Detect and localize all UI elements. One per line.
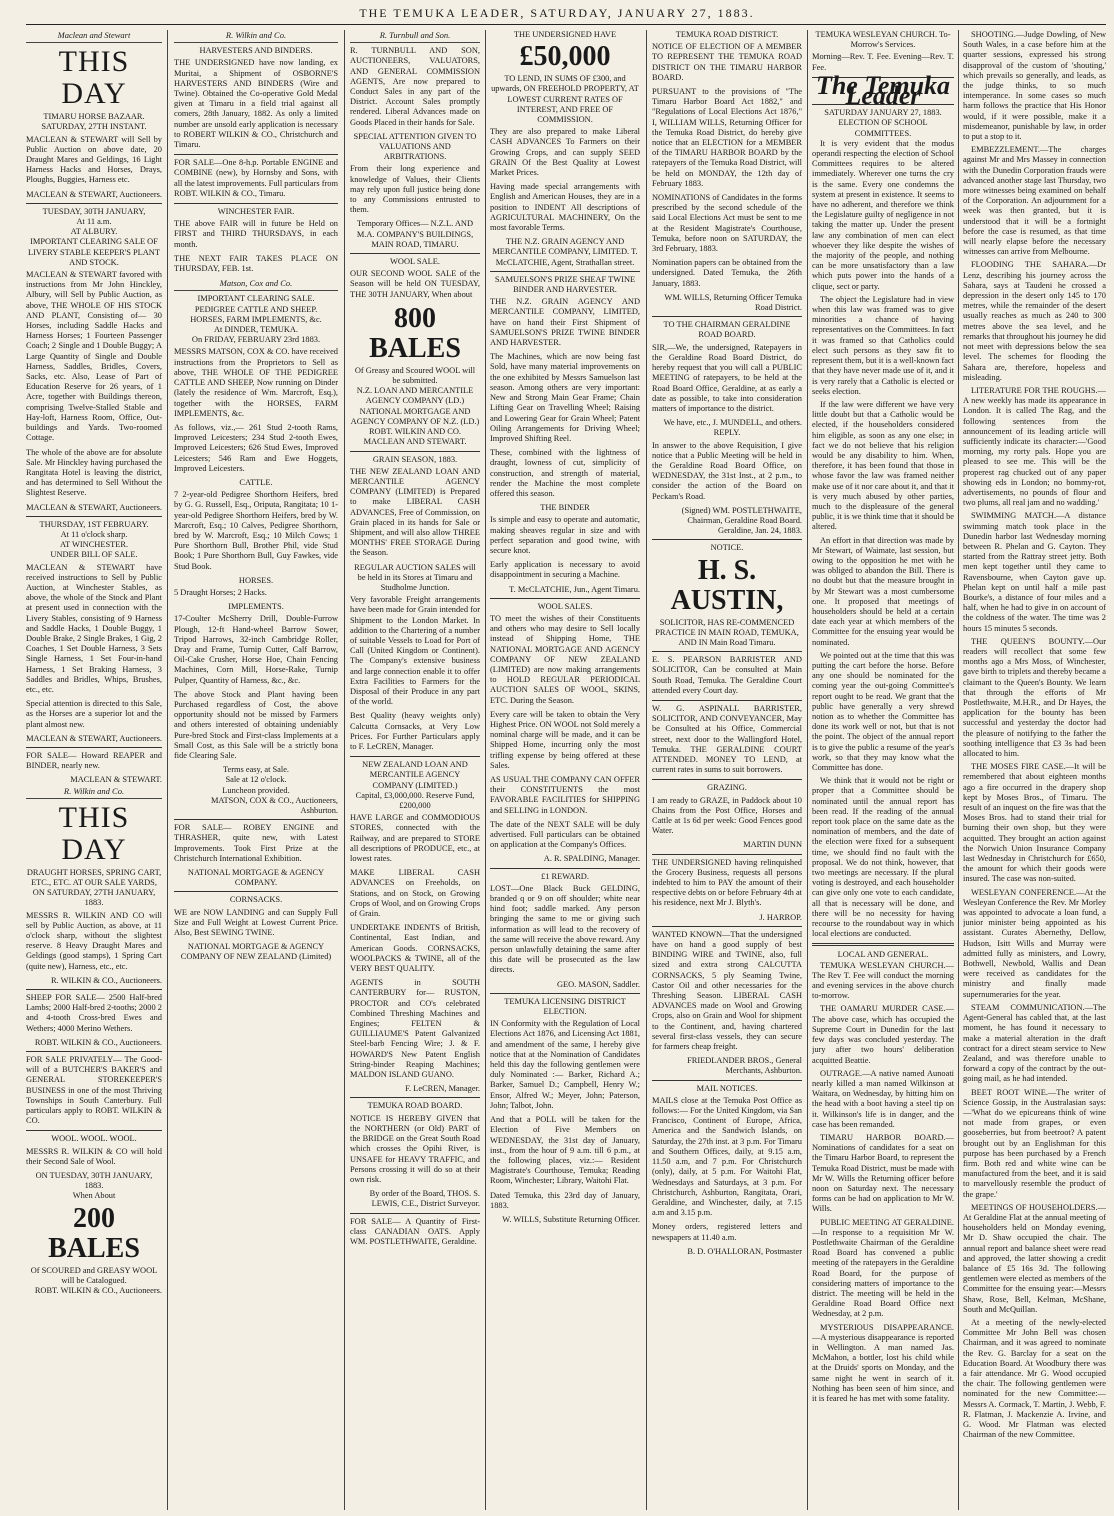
- centered-line: NATIONAL MORTGAGE AND AGENCY COMPANY OF N.Z. (LD.): [350, 406, 480, 426]
- centered-line: Sale at 12 o'clock.: [225, 775, 287, 785]
- advertisement-text: MESSRS R. WILKIN & CO will hold their Second Sale of Wool.: [26, 1146, 162, 1166]
- advertisement-text: They are also prepared to make Liberal CASH ADVANCES To Farmers on their Growing Crops, and can supply SEED GRAIN Of the Best Quality at Lowest Market Prices.: [490, 127, 640, 178]
- centered-line: CORNSACKS.: [229, 895, 283, 905]
- rule: [350, 756, 480, 757]
- article-paragraph: BEET ROOT WINE.—The writer of Science Gossip, in the Australasian says:—'What do we epicureans think of wine not made from grapes, or even gooseberries, but from beetroot? A patent brought out by an Englishman for this purpose has been purchased by a French firm. Both red and white wine can be manufactured from the beet, and it is said to marvellously resemble the product of the grape.': [963, 1087, 1106, 1199]
- column-divider: [167, 30, 168, 1510]
- signature-line: ROBT. WILKIN & CO., Auctioneers.: [34, 1286, 162, 1296]
- rule: [26, 989, 162, 990]
- advertisement-text: MAILS close at the Temuka Post Office as follows:— For the United Kingdom, via San Francisco, Continent of Europe, Africa, America and the Sandwich Islands, on Saturday, the 27th inst. at 3 p.m. For Timaru and Southern Offices, daily, at 9.15 a.m, 11.50 a.m, and 7 p.m. For Christchurch (only), daily, at 5 p.m. For Waitohi Flat, Wednesdays and Saturdays, at 3 p.m. For Christchurch, Ashburton, Rangitata, Orari, Geraldine, and Winchester, daily, at 7.15 a.m and 3.15 p.m.: [652, 1095, 802, 1218]
- centered-line: TEMUKA WESLEYAN CHURCH. To-Morrow's Services.: [815, 30, 951, 50]
- centered-line: TUESDAY, 30TH JANUARY,: [42, 206, 146, 216]
- signature-line: J. HARROP.: [759, 912, 802, 922]
- advertisement-text: Early application is necessary to avoid disappointment in securing a Machine.: [490, 560, 640, 580]
- centered-line: WOOL SALES.: [537, 601, 593, 611]
- signature-line: MACLEAN & STEWART, Auctioneers.: [26, 733, 162, 743]
- centered-line: SAMUELSON'S PRIZE SHEAF TWINE BINDER AND HARVESTER.: [494, 274, 636, 295]
- advertisement-text: MESSRS R. WILKIN AND CO will sell by Public Auction, as above, at 11 o'clock sharp, without the slightest reserve. 8 Heavy Draught Mares and Geldings (good stamps), 1 Spring Cart (quite new), Harness, etc., etc.: [26, 910, 162, 971]
- centered-line: NATIONAL MORTGAGE & AGENCY COMPANY OF NEW ZEALAND (Limited): [180, 942, 332, 962]
- rule: [350, 451, 480, 452]
- advertisement-text: These, combined with the lightness of draught, lowness of cut, simplicity of construction, and strength of material, render the Machine the most complete offered this season.: [490, 448, 640, 498]
- advertisement-text: MACLEAN & STEWART have received instructions to Sell by Public Auction, at Winchester Stables, as above, the whole of the Stock and Plant at present used in connection with the Livery Stables, consisting of 9 Harness and Saddle Hacks, 1 Double Buggy, 1 Double Brake, 2 Single Brakes, 1 Gig, 2 Coaches, 1 Set Double Harness, 3 Sets Single Harness, 1 Set Four-in-hand Harness, 1 Set Braking Harness, 3 Saddles and Bridles, Whips, Brushes, etc., etc.: [26, 562, 162, 694]
- signature-line: F. LeCREN, Manager.: [405, 1084, 480, 1094]
- rule: [174, 819, 338, 820]
- rule: [26, 1051, 162, 1052]
- advertisement-text: Every care will be taken to obtain the Very Highest Price. ON WOOL not Sold merely a nominal charge will be made, and it can be Shipped Home, incurring only the most trifling expense by being offered at these Sales.: [490, 709, 640, 770]
- centered-line: IMPORTANT CLEARING SALE.: [197, 294, 315, 304]
- centered-line: UNDER BILL OF SALE.: [50, 550, 138, 560]
- centered-line: On FRIDAY, FEBRUARY 23rd 1883.: [191, 335, 321, 345]
- advertisement-text: The date of the NEXT SALE will be duly advertised. Full particulars can be obtained on application at the Company's Offices.: [490, 819, 640, 850]
- column-7: [963, 30, 1106, 1510]
- signature-line: W. WILLS, Substitute Returning Officer.: [502, 1214, 640, 1224]
- article-paragraph: It is very evident that the modus operandi respecting the election of School Committees requires to be altered immediately. Wherever one turns the cry is the same. Every one condemns the system at present in existence. It seems to have no adherent, and therefore we think the Legislature guilty of negligence in not taking the matter up. Under the present law any combination of men can elect whoever they like despite the wishes of the majority of the people, and nothing can be more unsatisfactory than a law which puts power into the hands of a clique, sect or party.: [812, 138, 954, 291]
- centered-line: MACLEAN AND STEWART.: [363, 437, 467, 447]
- centered-line: HARVESTERS AND BINDERS.: [199, 46, 313, 56]
- centered-line: IMPLEMENTS.: [228, 602, 284, 612]
- advertisement-text: 7 2-year-old Pedigree Shorthorn Heifers, bred by G. G. Russell, Esq., Oriputa, Rangitata; 10 1-year-old Pedigree Shorthorn Heifers, bred by W. Marcroft, Esq.; 10 Calves, Pedigree Shorthorn, bred by W. Marcroft, Esq.; 10 Milch Cows; 1 Pure Shorthorn Bull, Brother Phil, vide Stud Book; 1 Pure Shorthorn Bull, Guy Fawkes, vide Stud Book.: [174, 490, 338, 571]
- centered-line: SATURDAY, 27TH INSTANT.: [41, 122, 147, 132]
- article-paragraph: LITERATURE FOR THE ROUGHS.—A new weekly has made its appearance in London. It is called The Rag, and the following sentences from the announcement of its leading article will sufficiently indicate its character:—'Good morning, my rorty pals. Hope you are pleased to see me. This will be the properest rag chucked out of any paper showing eds in London; no bommy-rot, advertisements, no pounds of flour and two plums, all real jam and no wadding.': [963, 385, 1106, 508]
- centered-line: DRAUGHT HORSES, SPRING CART, ETC., ETC. AT OUR SALE YARDS, ON SATURDAY, 27TH JANUARY, 1883.: [26, 867, 162, 908]
- rule: [490, 271, 640, 272]
- rule: [652, 316, 802, 317]
- section-header: Maclean and Stewart: [26, 30, 162, 43]
- centered-line: THURSDAY, 1ST FEBRUARY.: [39, 519, 149, 529]
- centered-line: ROBT. WILKIN AND CO.: [368, 427, 462, 437]
- article-paragraph: MYSTERIOUS DISAPPEARANCE.—A mysterious disappearance is reported in Wellington. A man named Jas. McMahon, a bottler, lost his child while at the Druids' sports on Monday, and the same night he went in search of it. Nothing has been seen of him since, and it is feared he has met with some fatality.: [812, 1322, 954, 1403]
- advertisement-text: FOR SALE PRIVATELY— The Good-will of a BUTCHER'S BAKER'S and GENERAL STOREKEEPER'S BUSINESS in one of the most Thriving Townships in South Canterbury. Full particulars apply to ROBT. WILKIN & CO.: [26, 1055, 162, 1126]
- newspaper-title: The Temuka Leader: [812, 77, 954, 105]
- column-divider: [344, 30, 345, 1510]
- advertisement-text: FOR SALE— Howard REAPER and BINDER, nearly new.: [26, 750, 162, 771]
- centered-line: SOLICITOR, HAS RE-COMMENCED PRACTICE IN MAIN ROAD, TEMUKA, AND IN Main Road Timaru.: [655, 617, 799, 647]
- advertisement-text: THE NEW ZEALAND LOAN AND MERCANTILE AGENCY COMPANY (LIMITED) is Prepared to make LIBERAL CASH ADVANCES, Free of Commission, on Grain placed in its hands for Sale or Shipment, and will also allow THREE MONTHS' FREE STORAGE During the Season.: [350, 466, 480, 558]
- advertisement-text: I am ready to GRAZE, in Paddock about 10 Chains from the Post Office, Horses and Cattle at 1s 6d per week: Good Fences good Water.: [652, 795, 802, 836]
- centered-line: N.Z. LOAN AND MERCANTILE AGENCY COMPANY (LD.): [356, 386, 474, 406]
- rule: [350, 1097, 480, 1098]
- article-paragraph: EMBEZZLEMENT.—The charges against Mr and Mrs Massey in connection with the Dunedin Corporation frauds were advanced another stage last Thursday, two more witnesses being examined on behalf of the Corporation. An adjournment for a week was then granted, but it is understood that it will be a fortnight before the case is resumed, as that time will nearly elapse before the necessary witnesses can arrive from Melbourne.: [963, 145, 1106, 257]
- signature-line: A. R. SPALDING, Manager.: [543, 854, 640, 864]
- display-heading: £50,000: [519, 41, 611, 73]
- centered-line: SATURDAY JANUARY 27, 1883.: [824, 108, 942, 118]
- centered-line: WINCHESTER FAIR.: [217, 207, 295, 217]
- centered-line: TIMARU HORSE BAZAAR.: [43, 112, 145, 122]
- advertisement-text: AS USUAL THE COMPANY CAN OFFER their CONSTITUENTS the most FAVORABLE FACILITIES for SHIPPING and SELLING in LONDON.: [490, 775, 640, 815]
- article-paragraph: SWIMMING MATCH.—A distance swimming match took place in the Dunedin harbor last Wednesday morning between R. Phelan and G. Cayton. They started from the Rattray street jetty. Both men kept together until they came to Ravensbourne, when Cayton gave up. Phelan kept on until half a mile past Bourke's, a distance of four miles and a half, when he had to give in on account of the coldness of the water. The time was 2 hours 15 minutes 5 seconds.: [963, 511, 1106, 633]
- advertisement-text: MESSRS MATSON, COX & CO. have received instructions from the Proprietors to Sell as above, THE WHOLE OF THE PEDIGREE CATTLE AND SHEEP, Now running on Dinder (lately the residence of Wm. Marcroft, Esq.), together with the HORSES, FARM IMPLEMENTS, &c.: [174, 347, 338, 418]
- signature-line: MACLEAN & STEWART.: [70, 775, 162, 785]
- advertisement-text: SIR,—We, the undersigned, Ratepayers in the Geraldine Road Board District, do hereby request that you will call a PUBLIC MEETING of ratepayers, to be held at the Road Board Office, Geraldine, at as early a date as possible, to take into consideration matters of importance to the district.: [652, 342, 802, 413]
- advertisement-text: Morning—Rev. T. Fee. Evening—Rev. T. Fee.: [812, 52, 954, 72]
- article-paragraph: PUBLIC MEETING AT GERALDINE.—In response to a requisition Mr W. Postlethwaite Chairman of the Geraldine Road Board has convened a public meeting of the ratepayers in the Geraldine Road Board, for the purpose of considering matters of importance to the district. The meeting will be held in the Geraldine Road Board Office next Wednesday, at 2 p.m.: [812, 1217, 954, 1319]
- centered-line: When About: [72, 1191, 116, 1201]
- centered-line: Terms easy, at Sale.: [222, 765, 290, 775]
- advertisement-text: And that a POLL will be taken for the Election of Five Members on WEDNESDAY, the 31st day of January, inst., from the hour of 9 a.m. till 6 p.m., at the following places, viz.:— Resident Magistrate's Courthouse, Temuka; Reading Room, Winchester; Library, Waitohi Flat.: [490, 1115, 640, 1186]
- advertisement-text: SHEEP FOR SALE— 2500 Half-bred Lambs; 2000 Half-bred 2-tooths; 2000 2 and 4-tooth Cross-bred Ewes and Wethers; 4000 Merino Wethers.: [26, 993, 162, 1033]
- rule: [26, 747, 162, 748]
- advertisement-text: From their long experience and knowledge of Values, their Clients may rely upon full justice being done to any Commissions entrusted to them.: [350, 164, 480, 215]
- advertisement-text: W. G. ASPINALL BARRISTER, SOLICITOR, AND CONVEYANCER, May be Consulted at his Office, Commercial street, next door to the Wallingford Hotel, Temuka. THE GERALDINE COURT ATTENDED. MONEY TO LEND, at current rates in sums to suit borrowers.: [652, 703, 802, 775]
- rule: [174, 203, 338, 204]
- section-header: R. Wilkin and Co.: [26, 786, 162, 799]
- advertisement-text: THE UNDERSIGNED have now landing, ex Muritai, a Shipment of OSBORNE'S HARVESTERS AND BINDERS (Wire and Twine). Obtained the Co-operative Gold Medal given at Timaru in a field trial against all comers, 28th January, 1882. As only a limited number are unsold early application is necessary to ROBERT WILKIN & CO., Christchurch and Timaru.: [174, 58, 338, 150]
- article-paragraph: THE OAMARU MURDER CASE.—The above case, which has occupied the Supreme Court in Dunedin for the last few days was concluded yesterday. The jury after two hours' deliberation acquitted Beattie.: [812, 1004, 954, 1065]
- centered-line: IMPORTANT CLEARING SALE OF LIVERY STABLE KEEPER'S PLANT AND STOCK.: [28, 237, 160, 267]
- signature-line: MACLEAN & STEWART, Auctioneers.: [26, 189, 162, 199]
- advertisement-text: FOR SALE— A Quantity of First-class CANADIAN OATS. Apply WM. POSTLETHWAITE, Geraldine.: [350, 1216, 480, 1246]
- centered-line: GRAZING.: [707, 783, 747, 793]
- centered-line: WOOL SALE.: [390, 257, 440, 267]
- rule: [350, 253, 480, 254]
- advertisement-text: FOR SALE— ROBEY ENGINE and THRASHER, quite new, with Latest Improvements. Took First Prize at the Christchurch International Exhibition.: [174, 823, 338, 863]
- centered-line: TEMUKA LICENSING DISTRICT ELECTION.: [504, 996, 626, 1017]
- centered-line: REPLY.: [713, 428, 741, 438]
- centered-line: Of SCOURED and GREASY WOOL will be Catalogued.: [30, 1265, 158, 1285]
- signature-line: MACLEAN & STEWART, Auctioneers.: [26, 502, 162, 512]
- article-paragraph: We think that it would not be right or proper that a Committee should be nominated until the annual report has been read. If the reading of the annual report took place on the same date as the nomination of members, and the date of the election were fixed for a subsequent time, we should find no fault with the proposal. We do not think, however, that two meetings are necessary. If the plural voting is destroyed, and each householder can give only one vote to each candidate, all that is necessary will be done, and there will be no necessity for having recourse to the roundabout way in which local elections are conducted.: [812, 776, 954, 939]
- article-paragraph: MEETINGS OF HOUSEHOLDERS.—At Geraldine Flat at the annual meeting of householders held on Monday evening, Mr D. Shaw occupied the chair. The annual report and balance sheet were read and approved, the latter showing a credit balance of £5 16s 3d. The following gentlemen were elected as members of the Committee for the ensuing year:—Messrs Shaw, Rose, Bell, Kelman, McShane, South and McQuillan.: [963, 1202, 1106, 1314]
- advertisement-text: HAVE LARGE and COMMODIOUS STORES, connected with the Railway, and are prepared to STORE all descriptions of PRODUCE, etc., at lowest rates.: [350, 813, 480, 864]
- article-paragraph: TIMARU HARBOR BOARD.—Nominations of candidates for a seat on the Timaru Harbor Board, to represent the Temuka Road District, must be made with Mr W. Wills the Returning officer before noon on Saturday next. The necessary forms can be had on application to Mr W. Wills.: [812, 1132, 954, 1214]
- centered-line: TEMUKA ROAD BOARD.: [367, 1101, 463, 1111]
- centered-line: MAIL NOTICES.: [696, 1083, 758, 1093]
- centered-line: LOCAL AND GENERAL.: [837, 950, 929, 960]
- advertisement-text: Having made special arrangements with English and American Houses, they are in a position to INDENT All descriptions of AGRICULTURAL MACHINERY, On the most favorable Terms.: [490, 182, 640, 233]
- signature-line: B. D. O'HALLORAN, Postmaster: [687, 1246, 802, 1256]
- centered-line: HORSES, FARM IMPLEMENTS, &c.: [190, 314, 322, 324]
- display-heading: 800 BALES: [369, 302, 461, 364]
- signature-line: R. WILKIN & CO., Auctioneers.: [50, 975, 162, 985]
- advertisement-text: FOR SALE—One 8-h.p. Portable ENGINE and COMBINE (new), by Hornsby and Sons, with all the latest improvements. Full particulars from ROBT. WILKIN & CO., Timaru.: [174, 158, 338, 198]
- advertisement-text: IN Conformity with the Regulation of Local Elections Act 1876, and Licensing Act 1881, and amendment of the same, I hereby give notice that at the Nomination of Candidates held this day the following gentlemen were duly Nominated :— Barker, Richard A.; Barker, Samuel D.; Campbell, Henry W.; Ensor, Alfred W.; Meyer, John; Paterson, John; Talbot, John.: [490, 1019, 640, 1110]
- advertisement-text: NOTICE OF ELECTION OF A MEMBER TO REPRESENT THE TEMUKA ROAD DISTRICT ON THE TIMARU HARBOR BOARD.: [652, 42, 802, 82]
- advertisement-text: The Machines, which are now being fast Sold, have many material improvements on the one exhibited by Messrs Samuelson last season. Among others are very important: New and Strong Main Gear Frame; Chain Lifting Gear on Travelling Wheel; Raising and Lowering Gear for Grain Wheel; Patent Oiling Arrangements for Driving Wheel; Improved Shifting Reel.: [490, 352, 640, 443]
- centered-line: THE BINDER: [540, 503, 590, 513]
- advertisement-text: Money orders, registered letters and newspapers at 11.40 a.m.: [652, 1222, 802, 1242]
- centered-line: Of Greasy and Scoured WOOL will be submitted.: [354, 365, 476, 386]
- rule: [174, 154, 338, 155]
- article-paragraph: We pointed out at the time that this was putting the cart before the horse. Before any one should be nominated for the coming year the out-going Committee's report ought to be read. We grant that the public have generally a very shrewd notion as to whether the Committee has done its work well or not, but that is not the point. The object of the annual report is to give the public a resume of the year's work, so that they may know what the Committee has done.: [812, 650, 954, 773]
- advertisement-text: AGENTS in SOUTH CANTERBURY for— RUSTON, PROCTOR and CO's celebrated Combined Threshing Machines and Engines; FELTEN & GUILLIAUME'S Patent Galvanized Steel-barb Fencing Wire; J. & F. HOWARD'S New Patent English String-binder Reaping Machines; MALDON ISLAND GUANO.: [350, 978, 480, 1080]
- rule: [490, 993, 640, 994]
- signature-line: (Signed) WM. POSTLETHWAITE, Chairman, Geraldine Road Board. Geraldine, Jan. 24, 1883.: [681, 505, 802, 536]
- column-4: [490, 30, 640, 1510]
- centered-line: TO LEND, IN SUMS OF £300, and upwards, ON FREEHOLD PROPERTY, AT LOWEST CURRENT RATES OF INTEREST, AND FREE OF COMMISSION.: [491, 74, 639, 125]
- article-paragraph: The object the Legislature had in view when this law was framed was to give minorities a chance of having representatives on the Committees. In fact it was framed so that Catholics could elect such persons as they saw fit to represent them, but it is a well-known fact that they have never made use of it, and it is very rarely that a Catholic is elected or seeks election.: [812, 294, 954, 396]
- centered-line: PEDIGREE CATTLE AND SHEEP.: [194, 304, 318, 314]
- centered-line: NOTICE.: [710, 543, 744, 553]
- article-paragraph: OUTRAGE.—A native named Aunoati nearly killed a man named Wilkinson at Waitara, on Wednesday, by hitting him on the head with a boot having a steel tip on it. Wilkinson's life is in danger, and the case has been remanded.: [812, 1068, 954, 1129]
- rule: [652, 651, 802, 652]
- rule: [652, 779, 802, 780]
- article-paragraph: WESLEYAN CONFERENCE.—At the Wesleyan Conference the Rev. Mr Morley was appointed to advocate a loan fund, a junior minister being appointed as his assistant. Curates Abernethy, Dellow, Hudson, Isitt Wills and Murray were admitted fully as ministers, and Lowry, Bothwell, Newbold, Wallis and Dean were received as candidates for the ministry and finally made supernumeraries for the year.: [963, 887, 1106, 999]
- column-5: [652, 30, 802, 1510]
- article-paragraph: SHOOTING.—Judge Dowling, of New South Wales, in a case before him at the quarter sessions, expressed his strong disapproval of the custom of 'shouting,' which prevails so generally, and leads, as the judge thinks, to so much intemperance. In some cases so much harm follows the practice that His Honor would, if it were possible, make it a misdemeanor, punishable by law, in order to put a stop to it.: [963, 30, 1106, 142]
- advertisement-text: 5 Draught Horses; 2 Hacks.: [174, 587, 267, 597]
- centered-line: AT ALBURY.: [70, 227, 118, 237]
- advertisement-text: MACLEAN & STEWART favored with instructions from Mr John Hinckley, Albury, will Sell by Public Auction, as above, THE WHOLE OF HIS STOCK AND PLANT, Consisting of— 30 Horses, including Saddle Hacks and Harness Horses; 1 Fourteen Passenger Coach; 2 Single and 1 Double Buggy; A Large Quantity of Single and Double Harness, Saddles, Bridles, Covers, Sacks, etc. Also, Lease of Part of Education Reserve for 26 years, of 1 Acre, together with Buildings thereon, comprising Twelve-Stalled Stable and Hay-loft, Harness Room, Office, Out-buildings and Yards. Two-roomed Cottage.: [26, 270, 162, 443]
- article-paragraph: An effort in that direction was made by Mr Stewart, of Waimate, last session, but owing to the opposition he met with he was obliged to abandon the Bill. There is no doubt but that the measure brought in by Mr Stewart was a most cumbersome one. It proposed that meetings of householders should be held at a certain date each year at which members of the Committee for the ensuing year would be nominated.: [812, 535, 954, 647]
- advertisement-text: THE above FAIR will in future be Held on FIRST and THIRD THURSDAYS, in each month.: [174, 219, 338, 249]
- signature-line: We have, etc., J. MUNDELL, and others.: [663, 418, 802, 428]
- advertisement-text: THE NEXT FAIR TAKES PLACE ON THURSDAY, FEB. 1st.: [174, 253, 338, 274]
- centered-line: NEW ZEALAND LOAN AND MERCANTILE AGENCY COMPANY (LIMITED.): [362, 760, 468, 790]
- signature-line: GEO. MASON, Saddler.: [556, 979, 640, 989]
- signature-line: WM. WILLS, Returning Officer Temuka Road District.: [664, 292, 802, 313]
- article-paragraph: At a meeting of the newly-elected Committee Mr John Bell was chosen Chairman, and it was agreed to nominate the Rev. G. Barclay for a seat on the Education Board. At Woodbury there was a fair attendance. Mr G. Wood occupied the chair. The following gentlemen were nominated for the new Committee:—Messrs A. Cormack, T. Martin, J. Webb, F. R. Flatman, J. Mackenzie A. Irvine, and G. Wood. Mr Flatman was elected Chairman of the new Committee.: [963, 1317, 1106, 1440]
- advertisement-text: THE UNDERSIGNED having relinquished the Grocery Business, requests all persons indebted to him to PAY the amount of their respective debts on or before February 4th at his residence, next Mr J. Blyth's.: [652, 857, 802, 908]
- display-heading: 200 BALES: [48, 1202, 140, 1264]
- advertisement-text: Very favorable Freight arrangements have been made for Grain intended for Shipment to the London Market. In addition to the Chartering of a number of suitable Vessels to Load for Port of Call (United Kingdom or Continent). The Company's extensive business and large connection enable it to offer Extra Facilities to Farmers for the Disposal of their Produce in any part of the world.: [350, 595, 480, 707]
- signature-line: By order of the Board, THOS. S. LEWIS, C.E., District Surveyor.: [369, 1189, 480, 1209]
- article-paragraph: THE MOSES FIRE CASE.—It will be remembered that about eighteen months ago a fire occurred in the drapery shop kept by Moses Bros., of Timaru. The result of an inquest on the fire was that the Moses Bros. had to stand their trial for burning their own shop, but they were acquitted. They brought an action against the Norwich Union Insurance Company last Wednesday in Christchurch for £650, the amount for which their goods were insured. The case was non-suited.: [963, 762, 1106, 884]
- advertisement-text: NOTICE IS HEREBY GIVEN that the NORTHERN (or Old) PART of the BRIDGE on the Great South Road which crosses the Opihi River, is UNSAFE for HEAVY TRAFFIC, and Persons crossing it will do so at their own risk.: [350, 1113, 480, 1184]
- centered-line: Capital, £3,000,000. Reserve Fund, £200,000: [355, 790, 475, 810]
- section-header: R. Wilkin and Co.: [174, 30, 338, 43]
- signature-line: MARTIN DUNN: [743, 840, 802, 850]
- advertisement-text: Nomination papers can be obtained from the undersigned. Dated Temuka, the 26th January, 1883.: [652, 258, 802, 288]
- signature-line: MATSON, COX & CO., Auctioneers, Ashburton.: [210, 795, 338, 816]
- centered-line: ELECTION OF SCHOOL COMMITTEES.: [838, 118, 928, 138]
- centered-line: At 11 o'clock sharp.: [60, 529, 128, 539]
- centered-line: Temporary Offices— N.Z.L. AND M.A. COMPANY'S BUILDINGS, MAIN ROAD, TIMARU.: [356, 219, 474, 249]
- rule: [350, 1213, 480, 1214]
- advertisement-text: WANTED KNOWN—That the undersigned have on hand a good supply of best BINDING WIRE and TWINE, also, full sized and extra strong CALCUTTA CORNSACKS, 5 ply Seaming Twine, Castor Oil and other necessaries for the Threshing Season. LIBERAL CASH ADVANCES made on Wool and Growing Crops, also on Grain and Wool for shipment to the Continent, and, having chartered several first-class vessels, they can secure for farmers cheap freight.: [652, 929, 802, 1052]
- centered-line: £1 REWARD.: [541, 871, 589, 881]
- centered-line: AT WINCHESTER.: [59, 540, 129, 550]
- advertisement-text: E. S. PEARSON BARRISTER AND SOLICITOR, Can be consulted at Main South Road, Temuka. The Geraldine Court attended every Court day.: [652, 655, 802, 695]
- rule: [652, 700, 802, 701]
- signature-line: FRIEDLANDER BROS., General Merchants, Ashburton.: [687, 1056, 802, 1076]
- section-header: R. Turnbull and Son.: [350, 30, 480, 43]
- advertisement-text: THE N.Z. GRAIN AGENCY AND MERCANTILE COMPANY, LIMITED, have on hand their First Shipment of SAMUELSON'S PRIZE TWINE BINDER AND HARVESTER.: [490, 297, 640, 348]
- advertisement-text: NOMINATIONS of Candidates in the forms prescribed by the second schedule of the said Local Elections Act must be sent to me at the Resident Magistrate's Courthouse, Temuka, before noon on SATURDAY, the 3rd February, 1883.: [652, 193, 802, 254]
- advertisement-text: Best Quality (heavy weights only) Calcutta Cornsacks, at Very Low Prices. For Further Particulars apply to F. LeCREN, Manager.: [350, 711, 480, 751]
- rule: [490, 598, 640, 599]
- centered-line: REGULAR AUCTION SALES will be held in its Stores at Timaru and Studholme Junction.: [354, 562, 476, 592]
- centered-line: NATIONAL MORTGAGE & AGENCY COMPANY.: [187, 868, 325, 888]
- centered-line: GRAIN SEASON, 1883.: [372, 454, 458, 464]
- advertisement-text: Special attention is directed to this Sale, as the Horses are a superior lot and the plant almost new.: [26, 699, 162, 729]
- rule: [652, 1080, 802, 1081]
- section-header: Matson, Cox and Co.: [174, 278, 338, 291]
- rule: [26, 516, 162, 517]
- rule: [652, 926, 802, 927]
- advertisement-text: LOST—One Black Buck GELDING, branded q or 9 on off shoulder; white near hind foot; saddle marked. Any person bringing the same to me or giving such information as will lead to the recovery of the same will receive the above reward. Any person unlawfully detaining the same after this date will be prosecuted as the law directs.: [490, 883, 640, 975]
- advertisement-text: As follows, viz.,— 261 Stud 2-tooth Rams, Improved Leicesters; 234 Stud 2-tooth Ewes, Improved Leicesters; 626 Stud Ewes, Improved Leicesters; 546 Ram and Ewe Hoggets, Improved Leicesters.: [174, 422, 338, 473]
- signature-line: T. McCLATCHIE, Jun., Agent Timaru.: [509, 584, 640, 594]
- advertisement-text: MAKE LIBERAL CASH ADVANCES on Freeholds, on Stations, and on Stock, on Growing Crops of Wool, and on Growing Crops of Grain.: [350, 868, 480, 919]
- article-paragraph: TEMUKA WESLEYAN CHURCH.—The Rev T. Fee will conduct the morning and evening services in the above church to-morrow.: [812, 960, 954, 1001]
- centered-line: HORSES.: [238, 575, 274, 585]
- advertisement-text: The above Stock and Plant having been Purchased regardless of Cost, the above opportunity should not be missed by Farmers and others interested of obtaining undeniably Pure-bred Stock and First-class Implements at a Small Cost, as this Sale will be a strictly bona fide Clearing Sale.: [174, 689, 338, 760]
- advertisement-text: OUR SECOND WOOL SALE of the Season will be held ON TUESDAY, THE 30TH JANUARY, When about: [350, 269, 480, 299]
- advertisement-text: 17-Coulter McSherry Drill, Double-Furrow Plough, 12-ft Hand-wheel Barrow Sower, Tripod Harrows, 32-inch Cambridge Roller, Dray and Frame, Turnip Cutter, Calf Barrow, Oil-Cake Crusher, Horse Hoe, Chain Fencing Machines, Corn Mill, Horse-Rake, Turnip Pulper, Quantity of Harness, &c., &c.: [174, 614, 338, 685]
- advertisement-text: Is simple and easy to operate and automatic, making sheaves regular in size and with perfect separation and good twine, with secure knot.: [490, 515, 640, 555]
- display-heading: THIS DAY: [58, 45, 130, 111]
- centered-line: THE UNDERSIGNED HAVE: [513, 30, 617, 39]
- rule: [812, 943, 954, 946]
- article-paragraph: If the law were different we have very little doubt but that a Catholic would be elected, if the householders considered him eligible, as soon as any one else; in fact we do not believe that his religion would be any disability to him. When, therefore, it has been found that those in whose favor the law was framed neither make use of it nor care about it, and that it is very much abused by other parties, much to the displeasure of the general public, it is we think time that it should be altered.: [812, 399, 954, 532]
- rule: [26, 203, 162, 204]
- centered-line: At DINDER, TEMUKA.: [213, 325, 299, 335]
- advertisement-text: WE are NOW LANDING and can Supply Full Size and Full Weight at Lowest Current Price. Also, Best SEWING TWINE.: [174, 907, 338, 938]
- advertisement-text: In answer to the above Requisition, I give notice that a Public Meeting will be held in the Geraldine Road Board Office, on WEDNESDAY, the 31st Inst., at 2 p.m., to consider the action of the Board on Peckam's Road.: [652, 440, 802, 501]
- column-divider: [958, 30, 959, 1510]
- centered-line: ON TUESDAY, 30TH JANUARY, 1883.: [35, 1171, 153, 1191]
- column-2: [174, 30, 338, 1510]
- display-heading: THIS DAY: [58, 800, 130, 866]
- advertisement-text: Dated Temuka, this 23rd day of January, 1883.: [490, 1190, 640, 1210]
- article-paragraph: FLOODING THE SAHARA.—Dr Lenz, describing his journey across the Sahara, says at Taudeni he crossed a depression in the desert only 145 to 170 metres, while the remainder of the desert usually reaches as much as 240 to 300 metres above the sea level, and he remarks that throughout his journey he did not meet with depressions below the sea level. The schemes for flooding the Sahara are, therefore, hopeless and misleading.: [963, 260, 1106, 382]
- centered-line: SPECIAL ATTENTION GIVEN TO VALUATIONS AND ARBITRATIONS.: [353, 131, 477, 162]
- column-divider: [807, 30, 808, 1510]
- advertisement-text: TO meet the wishes of their Constituents and others who may desire to Sell locally instead of Shipping Home, THE NATIONAL MORTGAGE AND AGENCY COMPANY OF NEW ZEALAND (LIMITED) are now making arrangements to HOLD REGULAR PERIODICAL AUCTION SALES OF WOOL, SKINS, ETC. During the Season.: [490, 613, 640, 705]
- signature-line: ROBT. WILKIN & CO., Auctioneers.: [34, 1037, 162, 1047]
- column-divider: [485, 30, 486, 1510]
- advertisement-text: The whole of the above are for absolute Sale. Mr Hinckley having purchased the Rangitata Hotel is leaving the district, and has determined to Sell Without the Slightest Reserve.: [26, 447, 162, 498]
- centered-line: THE N.Z. GRAIN AGENCY AND MERCANTILE COMPANY, LIMITED. T. McCLATCHIE, Agent, Strathallan street.: [492, 237, 638, 267]
- advertisement-text: MACLEAN & STEWART will Sell by Public Auction on above date, 20 Draught Mares and Geldings, 16 Light Harness Hacks and Horses, Drays, Ploughs, Buggies, Harness etc.: [26, 134, 162, 185]
- rule: [652, 539, 802, 540]
- rule: [490, 868, 640, 869]
- centered-line: At 11 a.m.: [76, 217, 112, 227]
- masthead-rule: [26, 24, 1106, 25]
- centered-line: TO THE CHAIRMAN GERALDINE ROAD BOARD.: [663, 320, 791, 340]
- column-1: [26, 30, 162, 1510]
- masthead: THE TEMUKA LEADER, SATURDAY, JANUARY 27, 1883.: [359, 6, 755, 20]
- rule: [652, 854, 802, 855]
- centered-line: WOOL. WOOL. WOOL.: [51, 1134, 137, 1144]
- article-paragraph: STEAM COMMUNICATION.—The Agent-General has cabled that, at the last moment, he has found it necessary to make a material alteration in the draft contract for a direct steam service to New Zealand, and was therefore unable to forward a copy of the contract by the out-going mail, as he had intended.: [963, 1002, 1106, 1084]
- rule: [174, 891, 338, 892]
- column-3: [350, 30, 480, 1510]
- centered-line: CATTLE.: [239, 477, 273, 487]
- article-paragraph: THE QUEEN'S BOUNTY.—Our readers will recollect that some few months ago a Mrs Moss, of Winchester, gave birth to triplets and thereby became a claimant to the Queen's Bounty. We learn that through the efforts of Mr Postlethwaite, M.H.R., and Dr Hayes, the application for the bounty has been successful and yesterday the doctor had the pleasure of notifying to the father the soothing intelligence that £3 3s had been allocated to him.: [963, 636, 1106, 759]
- centered-line: Luncheon provided.: [222, 785, 290, 795]
- column-divider: [646, 30, 647, 1510]
- column-6: [812, 30, 954, 1510]
- advertisement-text: UNDERTAKE INDENTS of British, Continental, East Indian, and American Goods. CORNSACKS, WOOLPACKS & TWINE, all of the VERY BEST QUALITY.: [350, 923, 480, 974]
- display-heading: H. S. AUSTIN,: [670, 554, 784, 616]
- rule: [26, 1130, 162, 1131]
- advertisement-text: PURSUANT to the provisions of "The Timaru Harbor Board Act 1882," and "Regulations of Local Elections Act 1876," I, WILLIAM WILLS, Returning Officer for the Temuka Road District, do hereby give notice that an ELECTION for a MEMBER of the TIMARU HARBOR BOARD by the ratepayers of the Temuka Road District, will be held on MONDAY, the 12th day of February 1883.: [652, 87, 802, 188]
- centered-line: TEMUKA ROAD DISTRICT.: [675, 30, 779, 39]
- advertisement-text: R. TURNBULL AND SON, AUCTIONEERS, VALUATORS, AND GENERAL COMMISSION AGENTS, Are now prepared to Conduct Sales in any part of the District. Account Sales promptly rendered. Liberal Advances made on Goods Placed in their hands for Sale.: [350, 46, 480, 127]
